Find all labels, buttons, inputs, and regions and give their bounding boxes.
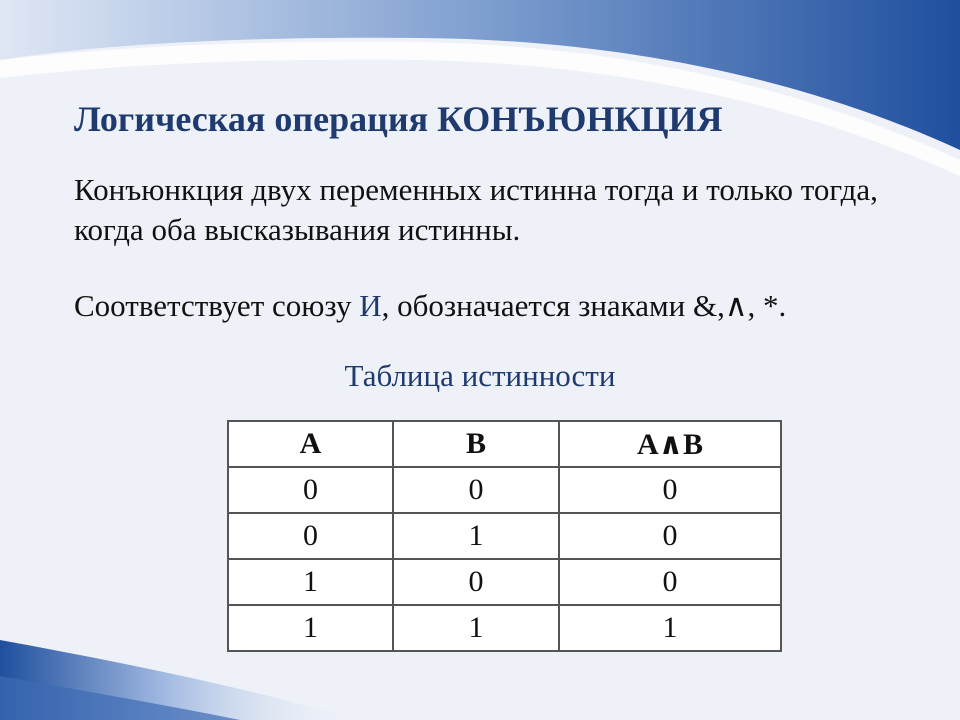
cell-a-and-b: 1 [559, 605, 781, 651]
header-b: B [393, 421, 559, 467]
cell-a: 1 [228, 605, 393, 651]
cell-a-and-b: 0 [559, 467, 781, 513]
notation-paragraph [74, 286, 934, 326]
definition-paragraph: Конъюнкция двух переменных истинна тогда и только тогда, когда оба высказывания истинны. [74, 172, 878, 247]
truth-table [227, 420, 782, 652]
header-a: A [228, 421, 393, 467]
notation-text-before: Соответствует союзу [74, 288, 360, 323]
slide-title: Логическая операция КОНЪЮНКЦИЯ [74, 99, 723, 139]
cell-a: 0 [228, 467, 393, 513]
notation-text-after: , обозначается знаками &,∧, *. [381, 288, 787, 323]
table-row [228, 513, 781, 559]
cell-a-and-b: 0 [559, 559, 781, 605]
union-word: И [359, 288, 382, 323]
cell-b: 1 [393, 605, 559, 651]
cell-a-and-b: 0 [559, 513, 781, 559]
table-row [228, 605, 781, 651]
header-a-and-b: A∧B [559, 421, 781, 467]
cell-a: 0 [228, 513, 393, 559]
table-row [228, 559, 781, 605]
cell-b: 0 [393, 559, 559, 605]
cell-b: 1 [393, 513, 559, 559]
cell-a: 1 [228, 559, 393, 605]
cell-b: 0 [393, 467, 559, 513]
table-row [228, 467, 781, 513]
table-caption: Таблица истинности [344, 358, 616, 393]
table-header-row [228, 421, 781, 467]
